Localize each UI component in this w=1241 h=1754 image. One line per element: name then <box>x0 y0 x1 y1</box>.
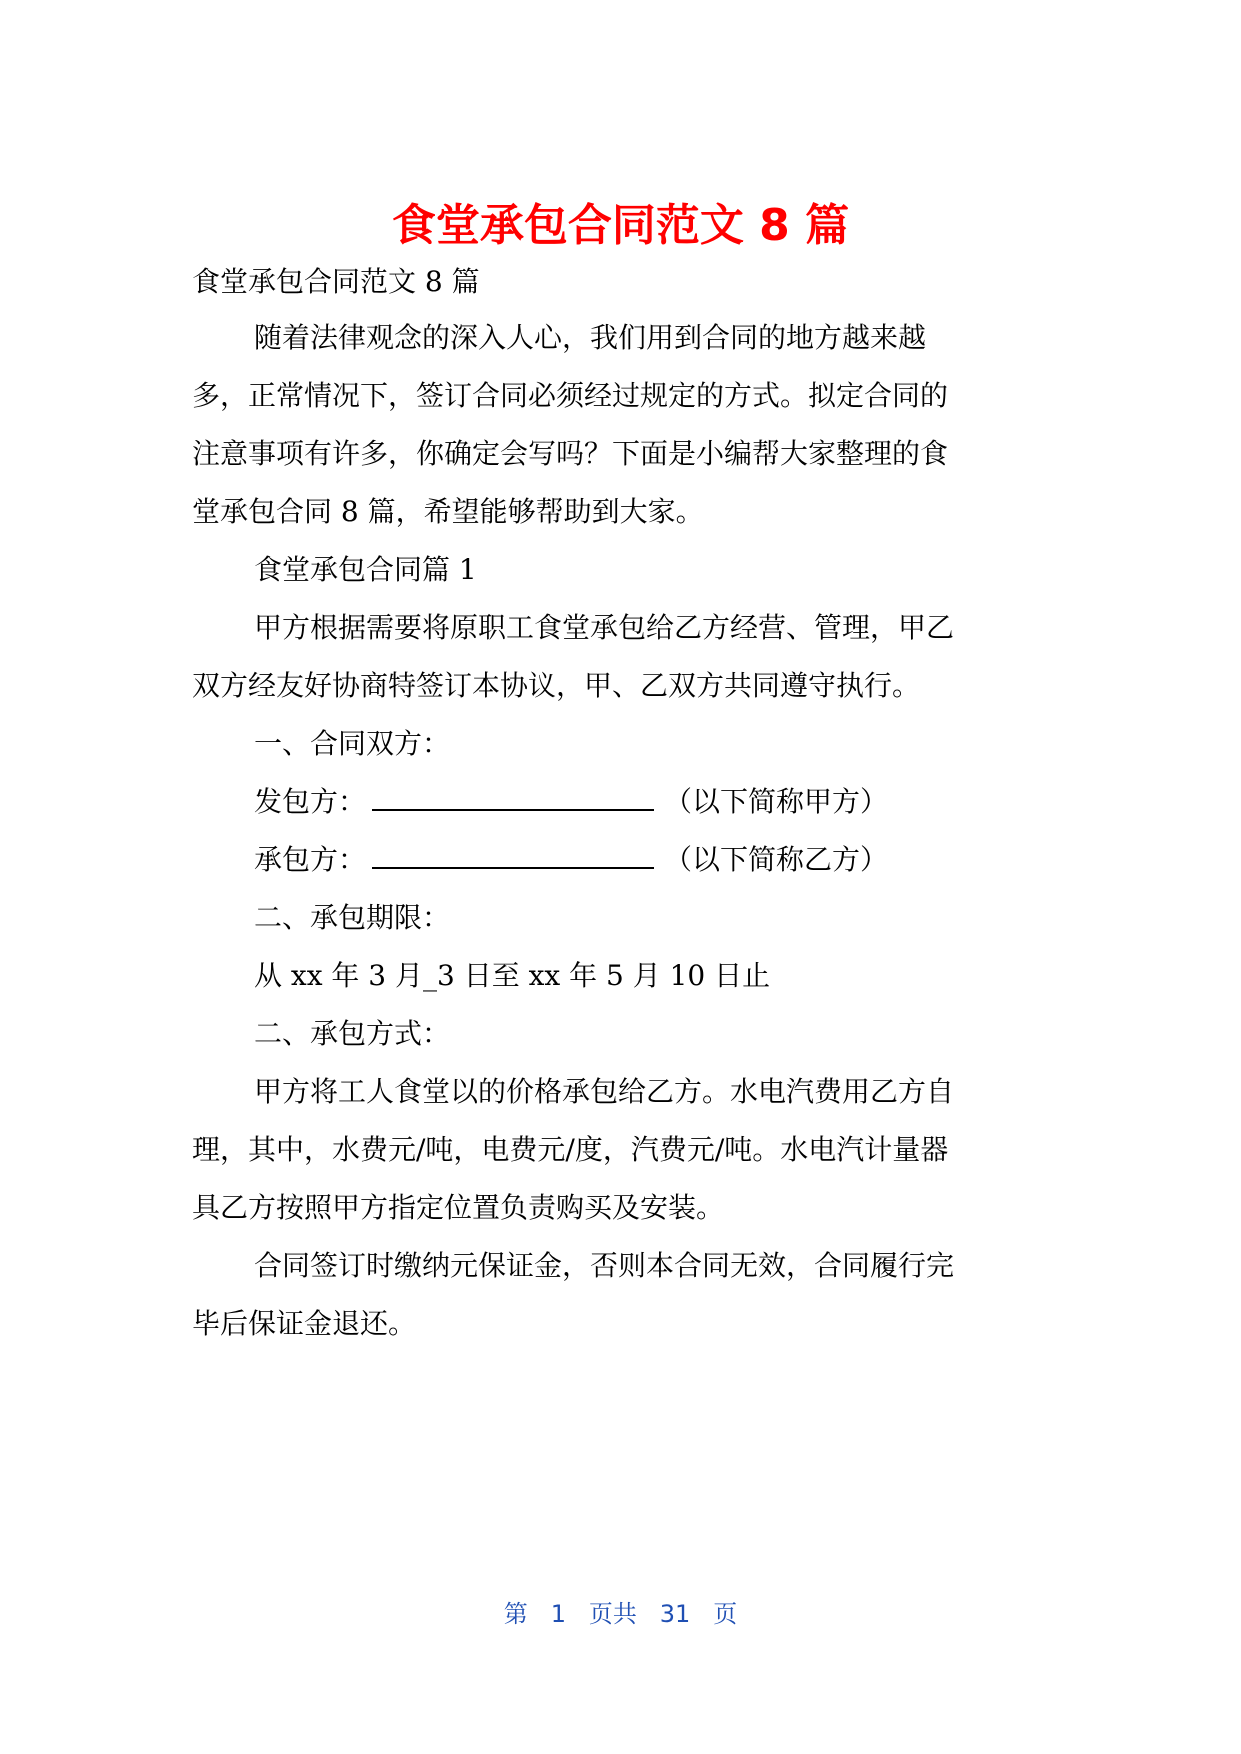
paragraph-line: 甲方将工人食堂以的价格承包给乙方。水电汽费用乙方自 <box>254 1075 955 1108</box>
party-b-note: （以下简称乙方） <box>664 843 889 876</box>
paragraph-line: 双方经友好协商特签订本协议，甲、乙双方共同遵守执行。 <box>192 669 921 702</box>
clause-heading: 二、承包方式： <box>254 1017 451 1050</box>
party-b-line <box>254 840 888 880</box>
section-heading: 食堂承包合同篇 1 <box>254 553 477 586</box>
party-a-label: 发包方： <box>254 785 367 818</box>
footer-prefix: 第 <box>503 1600 528 1628</box>
paragraph-line: 甲方根据需要将原职工食堂承包给乙方经营、管理，甲乙 <box>254 611 955 644</box>
total-pages-number: 31 <box>659 1600 691 1628</box>
current-page-number: 1 <box>550 1600 566 1628</box>
document-body <box>192 0 1052 1754</box>
paragraph-line: 理，其中，水费元/吨，电费元/度，汽费元/吨。水电汽计量器 <box>192 1133 949 1166</box>
clause-heading: 二、承包期限： <box>254 901 451 934</box>
party-a-blank <box>372 783 654 811</box>
party-a-note: （以下简称甲方） <box>664 785 889 818</box>
party-b-label: 承包方： <box>254 843 367 876</box>
paragraph-line: 注意事项有许多，你确定会写吗？下面是小编帮大家整理的食 <box>192 437 949 470</box>
document-title: 食堂承包合同范文 8 篇 <box>391 200 850 251</box>
clause-heading: 一、合同双方： <box>254 727 451 760</box>
paragraph-line: 具乙方按照甲方指定位置负责购买及安装。 <box>192 1191 725 1224</box>
footer-suffix: 页 <box>713 1600 738 1628</box>
footer-middle: 页共 <box>588 1600 637 1628</box>
party-b-blank <box>372 841 654 869</box>
paragraph-line: 毕后保证金退还。 <box>192 1307 417 1340</box>
paragraph-line: 从 xx 年 3 月_3 日至 xx 年 5 月 10 日止 <box>254 959 771 992</box>
paragraph-line: 堂承包合同 8 篇，希望能够帮助到大家。 <box>192 495 704 528</box>
page-footer <box>0 1596 1241 1632</box>
party-a-line <box>254 782 888 822</box>
paragraph-line: 合同签订时缴纳元保证金，否则本合同无效，合同履行完 <box>254 1249 955 1282</box>
paragraph-line: 随着法律观念的深入人心，我们用到合同的地方越来越 <box>254 321 927 354</box>
subtitle-line: 食堂承包合同范文 8 篇 <box>192 265 480 298</box>
paragraph-line: 多，正常情况下，签订合同必须经过规定的方式。拟定合同的 <box>192 379 949 412</box>
